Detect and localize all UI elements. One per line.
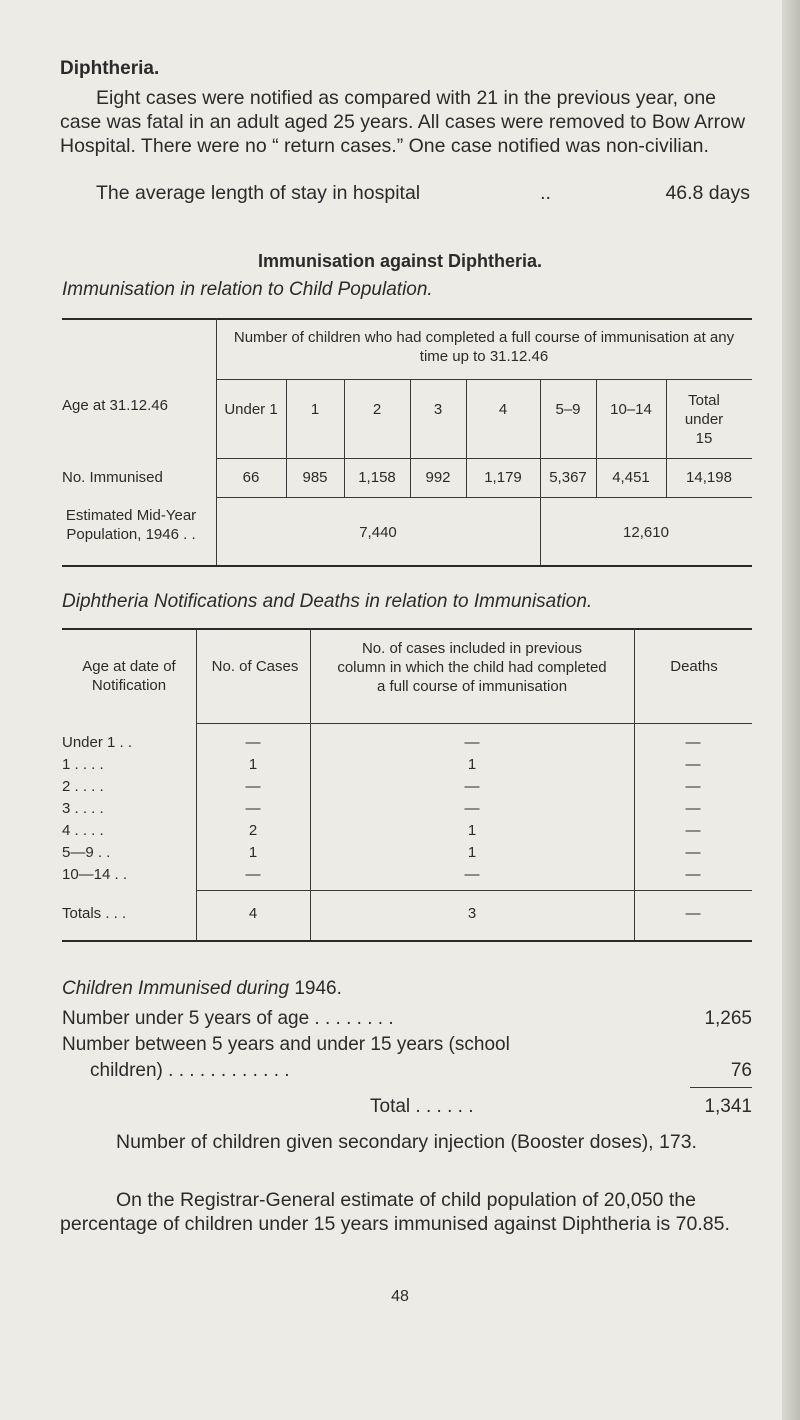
under5-label: Number under 5 years of age . . . . . . . . [62,1008,394,1029]
row-immunised: — [464,734,480,751]
immunised-cell: 985 [302,469,328,486]
table1-immunised-label: No. Immunised [62,469,163,486]
average-stay-label: The average length of stay in hospital [96,182,421,204]
page-number: 48 [391,1288,409,1305]
row-deaths: — [685,778,701,795]
table1-age-label: Age at 31.12.46 [62,397,168,414]
page-edge [782,0,800,1420]
table1-population-label: Estimated Mid-Year Population, 1946 . . [65,507,197,543]
row-deaths: — [685,800,701,817]
col-header: Under 1 [224,401,278,418]
immunised-cell: 66 [242,469,260,486]
population-cell: 12,610 [623,524,669,541]
row-immunised: 1 [467,756,477,773]
row-cases: 1 [248,844,258,861]
table1-top-rule [62,318,752,320]
immunised-cell: 1,179 [484,469,522,486]
average-stay-value: 46.8 days [665,182,750,204]
totals-deaths: — [685,905,701,922]
row-cases: — [245,800,261,817]
table2-header: No. of Cases [211,658,299,675]
row-cases: — [245,866,261,883]
table1-title: Immunisation in relation to Child Population. [62,279,433,300]
row-deaths: — [685,866,701,883]
row-age: 3 . . . . [62,800,104,817]
col-header: 5–9 [555,401,581,418]
row-cases: 2 [248,822,258,839]
between-value: 76 [730,1060,752,1081]
immunised-cell: 1,158 [358,469,396,486]
row-deaths: — [685,822,701,839]
immunised-cell: 992 [425,469,451,486]
table2-title: Diphtheria Notifications and Deaths in relation to Immunisation. [62,591,593,612]
average-stay-leader: .. [540,182,551,204]
table2-totals-rule [196,890,752,891]
row-age: 4 . . . . [62,822,104,839]
between-label-line1: Number between 5 years and under 15 years (school [62,1034,510,1055]
table2-header: No. of cases included in previous column in which the child had completed a full course of immunisation [337,640,607,695]
row-age: 5—9 . . [62,844,111,861]
row-immunised: — [464,866,480,883]
children-immunised-title: Children Immunised during [62,978,290,999]
table1-group-header: Number of children who had completed a full course of immunisation at any time up to 31.12.46 [233,329,735,365]
immunised-cell: 4,451 [612,469,650,486]
row-age: 10—14 . . [62,866,128,883]
row-immunised: 1 [467,844,477,861]
table2-bottom-rule [62,940,752,942]
section-heading: Diphtheria. [60,58,160,79]
table2-header: Age at date of Notification [82,658,176,694]
table2-header: Deaths [670,658,718,675]
row-cases: 1 [248,756,258,773]
row-deaths: — [685,734,701,751]
total-rule [690,1087,752,1088]
totals-cases: 4 [248,905,258,922]
children-immunised-year: 1946. [294,978,342,999]
booster-paragraph: Number of children given secondary injection (Booster doses), 173. [116,1131,697,1153]
col-header: 1 [310,401,320,418]
intro-paragraph: Eight cases were notified as compared with 21 in the previous year, one case was fatal in an adult aged 25 years. All cases were removed to Bow Arrow Hospital. There were no “ return cases.” One case notified was non-civilian. [60,87,746,157]
table1-subheader-rule [216,379,752,380]
population-cell: 7,440 [359,524,397,541]
under5-value: 1,265 [704,1008,752,1029]
total-label: Total . . . . . . [370,1096,474,1117]
percentage-paragraph: On the Registrar-General estimate of child population of 20,050 the percentage of children under 15 years immunised against Diphtheria is 70.85. [60,1189,730,1235]
row-immunised: 1 [467,822,477,839]
table1-row-rule [216,458,752,459]
row-deaths: — [685,844,701,861]
row-deaths: — [685,756,701,773]
table1-bottom-rule [62,565,752,567]
average-stay-line [96,182,750,205]
col-header: 4 [498,401,508,418]
table1-row-rule [216,497,752,498]
immunised-cell: 5,367 [549,469,587,486]
row-age: 2 . . . . [62,778,104,795]
table2-header-rule [196,723,752,724]
immunised-cell: 14,198 [686,469,732,486]
total-value: 1,341 [704,1096,752,1117]
row-immunised: — [464,800,480,817]
row-cases: — [245,734,261,751]
row-age: 1 . . . . [62,756,104,773]
col-header: 10–14 [610,401,652,418]
totals-immunised: 3 [467,905,477,922]
col-header: 2 [372,401,382,418]
immunisation-heading: Immunisation against Diphtheria. [257,251,543,271]
totals-label: Totals . . . [62,905,127,922]
row-immunised: — [464,778,480,795]
row-age: Under 1 . . [62,734,133,751]
table2-top-rule [62,628,752,630]
between-label-line2: children) . . . . . . . . . . . . [90,1060,290,1081]
col-header: Total under 15 [684,392,724,447]
col-header: 3 [433,401,443,418]
row-cases: — [245,778,261,795]
